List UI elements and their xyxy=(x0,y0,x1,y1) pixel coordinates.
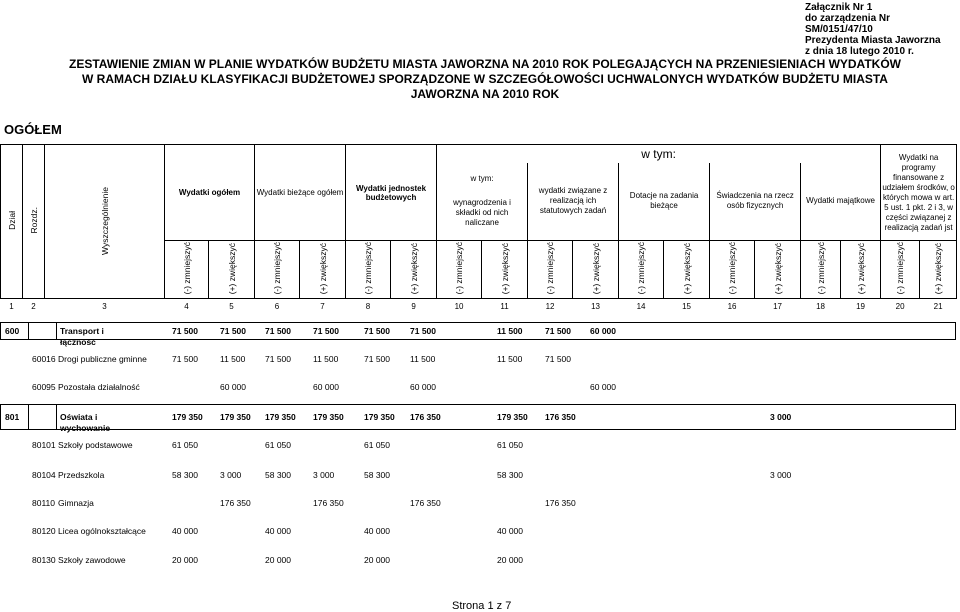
table-row xyxy=(0,404,956,433)
value-cell: 40 000 xyxy=(265,526,291,536)
name-cell: Transport i łączność xyxy=(60,326,104,347)
name-cell: Szkoły zawodowe xyxy=(58,555,126,565)
value-cell: 60 000 xyxy=(220,382,246,392)
page-footer: Strona 1 z 7 xyxy=(452,600,512,612)
value-cell: 58 300 xyxy=(172,470,198,480)
value-cell: 3 000 xyxy=(770,470,792,480)
value-cell: 11 500 xyxy=(497,354,523,364)
column-number: 20 xyxy=(895,302,905,312)
value-cell: 179 350 xyxy=(172,412,203,422)
zadania-statutowe-header: wydatki związane z realizacją ich statutowych zadań xyxy=(528,163,619,241)
value-cell: 11 500 xyxy=(497,326,523,336)
value-cell: 71 500 xyxy=(313,326,339,336)
column-number: 10 xyxy=(454,302,464,312)
annex-block xyxy=(805,2,960,57)
column-number: 1 xyxy=(9,302,14,312)
plus-header: (+) zwiększyć xyxy=(209,241,255,299)
value-cell: 61 050 xyxy=(265,440,291,450)
value-cell: 176 350 xyxy=(220,498,251,508)
programy-header: Wydatki na programy finansowane z udziałem środków, o których mowa w art. 5 ust. 1 pkt. 2 i 3, w części związanej z realizacją zadań jst xyxy=(881,145,957,241)
plus-header: (+) zwiększyć xyxy=(664,241,710,299)
rozdz-cell: 80104 xyxy=(32,470,56,480)
column-number: 13 xyxy=(591,302,600,312)
minus-header: (-) zmniejszyć xyxy=(437,241,482,299)
plus-header: (+) zwiększyć xyxy=(755,241,801,299)
rozdz-header: Rozdz. xyxy=(23,145,45,299)
value-cell: 58 300 xyxy=(497,470,523,480)
value-cell: 40 000 xyxy=(172,526,198,536)
name-cell: Gimnazja xyxy=(58,498,94,508)
wydatki-ogolem-header: Wydatki ogółem xyxy=(165,145,255,241)
rozdz-cell: 80130 xyxy=(32,555,56,565)
annex-line: do zarządzenia Nr SM/0151/47/10 xyxy=(805,13,891,35)
value-cell: 71 500 xyxy=(545,326,571,336)
value-cell: 176 350 xyxy=(313,498,344,508)
name-cell: Szkoły podstawowe xyxy=(58,440,133,450)
value-cell: 71 500 xyxy=(545,354,571,364)
dzial-cell: 600 xyxy=(5,326,20,336)
name-cell: Licea ogólnokształcące xyxy=(58,526,146,536)
title-line: JAWORZNA NA 2010 ROK xyxy=(410,87,560,101)
plus-header: (+) zwiększyć xyxy=(300,241,346,299)
minus-header: (-) zmniejszyć xyxy=(881,241,920,299)
document-title xyxy=(20,57,950,102)
majatkowe-header: Wydatki majątkowe xyxy=(801,163,881,241)
minus-header: (-) zmniejszyć xyxy=(255,241,300,299)
column-number: 11 xyxy=(500,302,509,312)
column-number: 2 xyxy=(31,302,36,312)
name-cell: Oświata i wychowanie xyxy=(60,412,111,433)
plus-header: (+) zwiększyć xyxy=(841,241,881,299)
section-label: OGÓŁEM xyxy=(4,122,62,137)
minus-header: (-) zmniejszyć xyxy=(619,241,664,299)
value-cell: 176 350 xyxy=(410,412,441,422)
minus-header: (-) zmniejszyć xyxy=(801,241,841,299)
dzial-header: Dział xyxy=(1,145,23,299)
name-cell: Przedszkola xyxy=(58,470,105,480)
value-cell: 176 350 xyxy=(410,498,441,508)
column-number: 15 xyxy=(682,302,691,312)
table-row xyxy=(0,551,956,569)
value-cell: 3 000 xyxy=(770,412,792,422)
dzial-cell: 801 xyxy=(5,412,20,422)
name-cell: Pozostała działalność xyxy=(58,382,140,392)
value-cell: 71 500 xyxy=(172,354,198,364)
table-row xyxy=(0,350,956,368)
value-cell: 176 350 xyxy=(545,498,576,508)
dotacje-header: Dotacje na zadania bieżące xyxy=(619,163,710,241)
table-row xyxy=(0,466,956,484)
column-number: 18 xyxy=(816,302,825,312)
rozdz-cell: 60095 xyxy=(32,382,56,392)
minus-header: (-) zmniejszyć xyxy=(710,241,755,299)
column-number: 4 xyxy=(184,302,189,312)
value-cell: 71 500 xyxy=(220,326,246,336)
w-tym-header: w tym: xyxy=(437,145,881,163)
value-cell: 58 300 xyxy=(265,470,291,480)
value-cell: 20 000 xyxy=(172,555,198,565)
value-cell: 71 500 xyxy=(364,326,390,336)
value-cell: 179 350 xyxy=(313,412,344,422)
swiadczenia-header: Świadczenia na rzecz osób fizycznych xyxy=(710,163,801,241)
annex-line: Prezydenta Miasta Jaworzna xyxy=(805,35,941,46)
name-cell: Drogi publiczne gminne xyxy=(58,354,147,364)
value-cell: 71 500 xyxy=(410,326,436,336)
value-cell: 61 050 xyxy=(497,440,523,450)
minus-header: (-) zmniejszyć xyxy=(346,241,391,299)
table-row xyxy=(0,494,956,512)
value-cell: 40 000 xyxy=(497,526,523,536)
table-row xyxy=(0,322,956,347)
title-line: W RAMACH DZIAŁU KLASYFIKACJI BUDŻETOWEJ SPORZĄDZONE W SZCZEGÓŁOWOŚCI UCHWALONYCH WYDATKÓW BUDŻETU MIASTA xyxy=(82,72,888,86)
value-cell: 20 000 xyxy=(364,555,390,565)
column-number: 9 xyxy=(411,302,416,312)
value-cell: 11 500 xyxy=(410,354,436,364)
value-cell: 176 350 xyxy=(545,412,576,422)
column-number: 14 xyxy=(636,302,646,312)
plus-header: (+) zwiększyć xyxy=(482,241,528,299)
value-cell: 61 050 xyxy=(172,440,198,450)
column-number: 3 xyxy=(102,302,107,312)
value-cell: 179 350 xyxy=(220,412,251,422)
value-cell: 71 500 xyxy=(265,354,291,364)
table-row xyxy=(0,522,956,540)
table-row xyxy=(0,378,956,396)
value-cell: 179 350 xyxy=(497,412,528,422)
value-cell: 11 500 xyxy=(313,354,339,364)
w-tym-sub-label: w tym: xyxy=(470,174,494,184)
wynagrodzenia-label: wynagrodzenia i składki od nich naliczane xyxy=(453,198,511,228)
column-number: 8 xyxy=(365,302,371,312)
rozdz-cell: 80120 xyxy=(32,526,56,536)
table-row xyxy=(0,436,956,454)
wydatki-biezace-header: Wydatki bieżące ogółem xyxy=(255,145,346,241)
column-number: 17 xyxy=(773,302,782,312)
value-cell: 60 000 xyxy=(590,326,616,336)
column-number: 7 xyxy=(320,302,325,312)
value-cell: 60 000 xyxy=(313,382,339,392)
column-numbers-row xyxy=(1,299,957,315)
value-cell: 71 500 xyxy=(172,326,198,336)
column-number: 12 xyxy=(545,302,555,312)
annex-line: z dnia 18 lutego 2010 r. xyxy=(805,46,914,57)
value-cell: 179 350 xyxy=(265,412,296,422)
column-number: 5 xyxy=(229,302,234,312)
column-number: 6 xyxy=(274,302,280,312)
title-line: ZESTAWIENIE ZMIAN W PLANIE WYDATKÓW BUDŻETU MIASTA JAWORZNA NA 2010 ROK POLEGAJĄCYCH NA PRZENIESIENIACH WYDATKÓW xyxy=(68,57,901,71)
wyszczegolnienie-header: Wyszczególnienie xyxy=(45,145,165,299)
plus-header: (+) zwiększyć xyxy=(391,241,437,299)
value-cell: 71 500 xyxy=(364,354,390,364)
minus-header: (-) zmniejszyć xyxy=(528,241,573,299)
column-number: 19 xyxy=(856,302,866,312)
wydatki-jednostek-header: Wydatki jednostek budżetowych xyxy=(346,145,437,241)
plus-header: (+) zwiększyć xyxy=(573,241,619,299)
wynagrodzenia-header xyxy=(437,163,528,241)
rozdz-cell: 80110 xyxy=(32,498,56,508)
value-cell: 58 300 xyxy=(364,470,390,480)
rozdz-cell: 80101 xyxy=(32,440,56,450)
value-cell: 20 000 xyxy=(265,555,291,565)
value-cell: 11 500 xyxy=(220,354,246,364)
minus-header: (-) zmniejszyć xyxy=(165,241,209,299)
plus-header: (+) zwiększyć xyxy=(920,241,957,299)
value-cell: 20 000 xyxy=(497,555,523,565)
column-number: 16 xyxy=(727,302,737,312)
header-table xyxy=(0,144,957,315)
value-cell: 179 350 xyxy=(364,412,395,422)
value-cell: 60 000 xyxy=(410,382,436,392)
value-cell: 3 000 xyxy=(313,470,335,480)
value-cell: 71 500 xyxy=(265,326,291,336)
rozdz-cell: 60016 xyxy=(32,354,56,364)
value-cell: 3 000 xyxy=(220,470,242,480)
value-cell: 61 050 xyxy=(364,440,390,450)
column-number: 21 xyxy=(933,302,943,312)
value-cell: 40 000 xyxy=(364,526,390,536)
annex-line: Załącznik Nr 1 xyxy=(805,2,873,13)
value-cell: 60 000 xyxy=(590,382,616,392)
